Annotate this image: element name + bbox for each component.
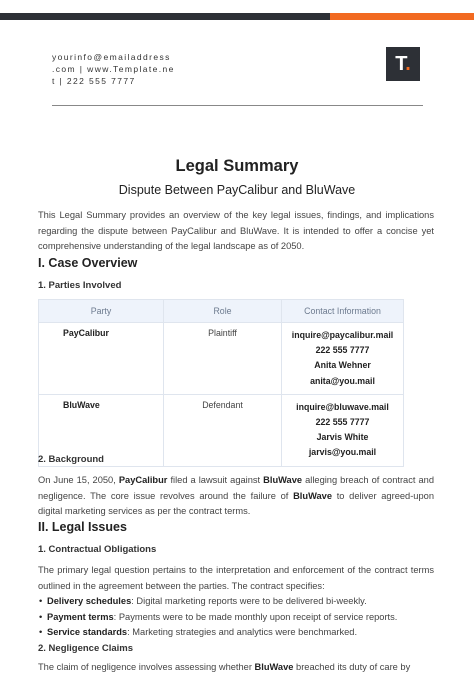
top-accent-orange (330, 13, 474, 20)
document-subtitle: Dispute Between PayCalibur and BluWave (118, 183, 356, 197)
list-item (47, 625, 443, 641)
parties-table (38, 299, 404, 467)
section-heading-case-overview: I. Case Overview (38, 256, 138, 270)
company-logo (386, 47, 420, 81)
contact-email: inquire@bluwave.mail (296, 401, 389, 412)
subheading-background: 2. Background (38, 454, 104, 465)
intro-paragraph: This Legal Summary provides an overview of the key legal issues, findings, and implications regarding the dispute between PayCalibur and BluWave. It is intended to offer a concise yet comprehensive understanding of the legal landscape as of 2050. (38, 210, 434, 251)
table-header-row (39, 300, 404, 323)
contact-person: Jarvis White (316, 432, 369, 443)
table-header-role: Role (164, 300, 282, 323)
table-header-contact: Contact Information (282, 300, 404, 323)
contact-phone: 222 555 7777 (315, 345, 370, 356)
document-title: Legal Summary (175, 157, 299, 175)
section-heading-legal-issues: II. Legal Issues (38, 520, 127, 534)
negligence-paragraph (38, 660, 434, 676)
list-item-label: Payment terms (47, 611, 114, 622)
list-item-label: Delivery schedules (47, 596, 132, 606)
party-contact (282, 394, 404, 466)
table-row (39, 323, 404, 395)
text-run: to deliver agreed-upon digital marketing services as per the contract terms. (38, 490, 434, 516)
list-item (47, 610, 443, 626)
logo-letter: T (395, 53, 406, 75)
party-mention: BluWave (254, 662, 294, 672)
party-name: BluWave (39, 394, 164, 466)
list-item-text: : Digital marketing reports were to be delivered bi-weekly. (131, 596, 367, 606)
party-mention: PayCalibur (118, 475, 168, 485)
background-paragraph (38, 473, 434, 520)
text-run: The claim of negligence involves assessing whether (38, 662, 255, 672)
contact-person-email: jarvis@you.mail (308, 447, 377, 458)
top-accent-dark (0, 13, 330, 20)
party-name: PayCalibur (39, 323, 164, 395)
contact-line: t | 222 555 7777 (52, 76, 136, 86)
text-run: filed a lawsuit against (167, 475, 264, 485)
contractual-paragraph: The primary legal question pertains to the interpretation and enforcement of the contract terms outlined in the agreement between the parties. The contract specifies: (38, 565, 434, 591)
contact-phone: 222 555 7777 (315, 417, 370, 428)
header-contact-info (52, 51, 192, 87)
subheading-contractual-obligations: 1. Contractual Obligations (38, 544, 157, 555)
subheading-parties-involved: 1. Parties Involved (38, 280, 122, 291)
list-item-text: : Marketing strategies and analytics were benchmarked. (127, 627, 358, 637)
table-header-party: Party (39, 300, 164, 323)
party-contact (282, 323, 404, 395)
party-mention: BluWave (263, 475, 303, 485)
contact-line: .com | www.Template.ne (52, 64, 175, 74)
party-role: Plaintiff (164, 323, 282, 395)
header-divider (52, 105, 423, 106)
contact-person: Anita Wehner (314, 360, 371, 371)
contract-terms-list (38, 594, 443, 641)
contact-line: yourinfo@emailaddress (52, 52, 171, 62)
top-accent-bar (0, 0, 474, 18)
subheading-negligence-claims: 2. Negligence Claims (38, 643, 134, 654)
text-run: On June 15, 2050, (38, 475, 119, 485)
list-item-text: : Payments were to be made monthly upon receipt of service reports. (113, 611, 398, 622)
contact-email: inquire@paycalibur.mail (291, 330, 394, 340)
list-item (47, 594, 443, 610)
party-mention: BluWave (293, 490, 333, 501)
party-role: Defendant (164, 394, 282, 466)
text-run: alleging breach of contract and negligence. The core issue revolves around the failure of (38, 475, 434, 501)
list-item-label: Service standards (47, 627, 128, 637)
text-run: breached its duty of care by (293, 662, 411, 672)
contact-person-email: anita@you.mail (310, 375, 375, 386)
logo-dot: . (405, 53, 411, 75)
